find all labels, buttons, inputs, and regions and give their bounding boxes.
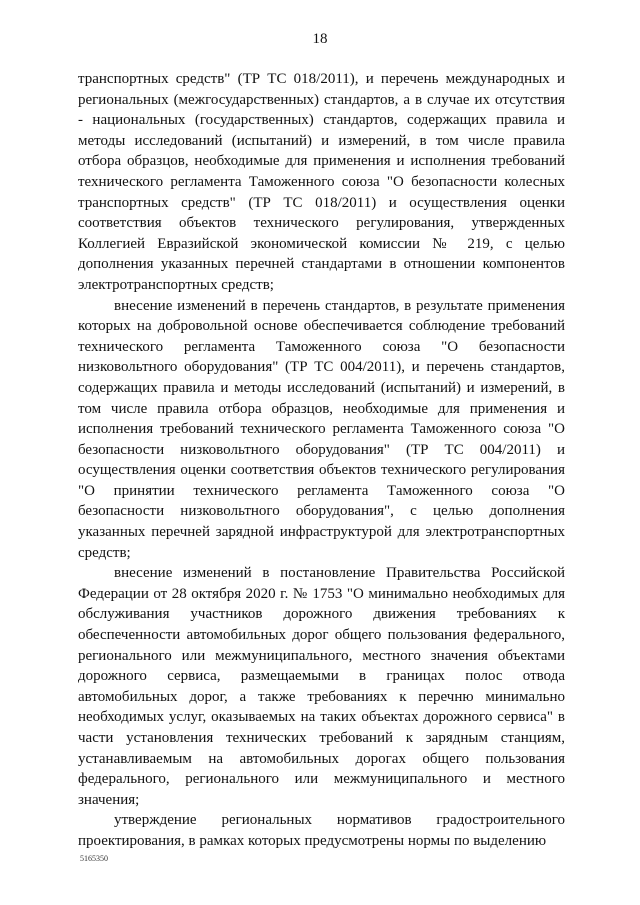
page-number: 18 xyxy=(312,31,328,47)
paragraph-resolution-1753: внесение изменений в постановление Правительства Российской Федерации от 28 октября 2020 г. № 1753 "О минимально необходимых для обслуживания участников дорожного движения требованиях к обеспеченности автомобильных дорог общего пользования федерального, регионального или межмуниципального, местного значения объектами дорожного сервиса, размещаемыми в границах полос отвода автомобильных дорог, а также требованиях к перечню минимально необходимых услуг, оказываемых на таких объектах дорожного сервиса" в части установления технических требований к зарядным станциям, устанавливаемым на автомобильных дорогах общего пользования федерального, регионального или межмуниципального и местного значения; xyxy=(78,565,565,808)
paragraph-standards-vehicles: транспортных средств" (ТР ТС 018/2011), и перечень международных и региональных (межгосударственных) стандартов, а в случае их отсутствия - национальных (государственных) стандартов, содержащих правила и методы исследований (испытаний) и измерений, в том числе правила отбора образцов, необходимые для применения и исполнения требований технического регламента Таможенного союза "О безопасности колесных транспортных средств" (ТР ТС 018/2011) и осуществления оценки соответствия объектов технического регулирования, утвержденных Коллегией Евразийской экономической комиссии № 219, с целью дополнения указанных перечней стандартами в отношении компонентов электротранспортных средств; xyxy=(78,71,565,293)
paragraph-standards-low-voltage: внесение изменений в перечень стандартов, в результате применения которых на добровольной основе обеспечивается соблюдение требований технического регламента Таможенного союза "О безопасности низковольтного оборудования" (ТР ТС 004/2011), и перечень стандартов, содержащих правила и методы исследований (испытаний) и измерений, в том числе правила отбора образцов, необходимые для применения и исполнения требований технического регламента Таможенного союза "О безопасности низковольтного оборудования" (ТР ТС 004/2011) и осуществления оценки соответствия объектов технического регулирования "О принятии технического регламента Таможенного союза "О безопасности низковольтного оборудования", с целью дополнения указанных перечней зарядной инфраструктурой для электротранспортных средств; xyxy=(78,297,565,561)
paragraph-regional-norms: утверждение региональных нормативов градостроительного проектирования, в рамках которых предусмотрены нормы по выделению xyxy=(78,812,565,849)
document-code: 5165350 xyxy=(80,854,108,863)
document-body xyxy=(78,69,565,852)
